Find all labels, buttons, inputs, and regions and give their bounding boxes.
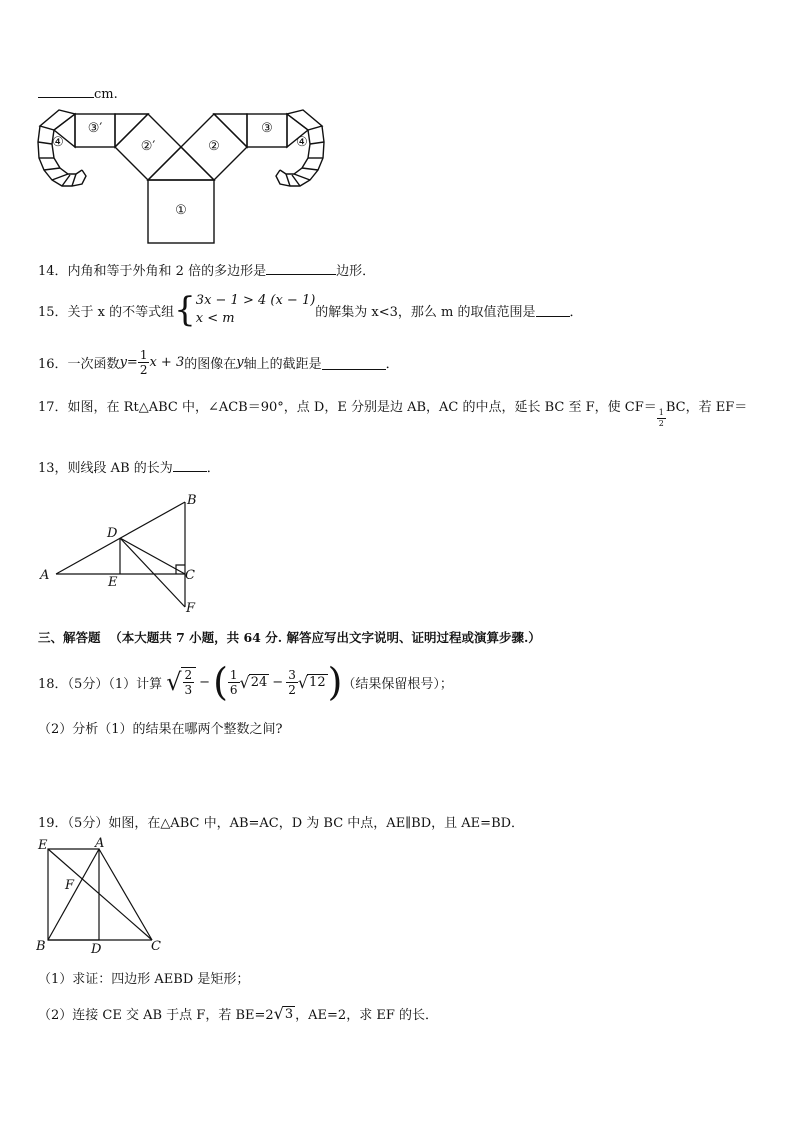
answer-blank	[38, 84, 94, 98]
q17-number: 17．	[38, 400, 68, 415]
label-D: D	[107, 526, 118, 541]
frac-den: 2	[658, 419, 664, 428]
label-E: E	[38, 838, 48, 853]
q17-text: 如图，在 Rt△ABC 中，∠ACB＝90°，点 D，E 分别是边 AB，AC 的中点，延长 BC 至 F，使 CF＝	[67, 400, 657, 415]
question-18	[38, 660, 453, 704]
rectangle-aebd-figure	[36, 836, 166, 956]
frac-3-2	[286, 668, 298, 697]
frac-den: 2	[288, 682, 296, 697]
q15-text: 关于 x 的不等式组	[67, 304, 175, 320]
minus-sign: −	[272, 674, 284, 690]
sqrt-24	[240, 673, 270, 692]
brace-icon: {	[174, 290, 196, 330]
label-2prime: ②′	[140, 139, 156, 154]
q16-text-3: 轴上的截距是	[243, 357, 322, 372]
q14-number: 14．	[38, 264, 68, 279]
section-note: （本大题共 7 小题，共 64 分. 解答应写出文字说明、证明过程或演算步骤.）	[109, 630, 541, 645]
minus-sign: −	[199, 674, 211, 690]
label-4-left: ④	[52, 135, 64, 150]
label-C: C	[185, 568, 195, 583]
radicand: 24	[250, 675, 268, 690]
label-B: B	[187, 493, 197, 508]
radical-icon: √	[297, 672, 309, 692]
q17-text-2: 13，则线段 AB 的长为	[38, 461, 173, 476]
radicand: 12	[309, 675, 326, 690]
inequality-2: x < m	[195, 311, 235, 326]
frac-num: 1	[139, 348, 148, 362]
radical-icon: √	[166, 668, 182, 696]
square-4-right	[287, 110, 322, 130]
frac-den: 6	[229, 682, 238, 697]
q16-y: y	[119, 355, 127, 370]
sqrt-12	[298, 673, 328, 692]
q16-text-2: 的图像在	[184, 357, 237, 372]
question-14	[38, 260, 375, 279]
q16-eq: =	[126, 355, 138, 370]
section-3-heading	[38, 628, 541, 646]
q15-text-2: 的解集为 x<3，那么 m 的取值范围是	[315, 304, 536, 320]
q17-blank	[173, 458, 207, 472]
q16-number: 16．	[38, 357, 68, 372]
square-4-left	[40, 110, 75, 130]
label-3prime: ③′	[87, 121, 103, 136]
q17-fraction	[657, 408, 666, 429]
label-3: ③	[261, 121, 273, 136]
inequality-1: 3x − 1 > 4 (x − 1)	[195, 293, 316, 308]
inequality-system	[196, 292, 316, 328]
frac-1-6	[228, 668, 240, 697]
q14-text: 内角和等于外角和 2 倍的多边形是	[67, 264, 267, 279]
answer-line-q13	[38, 84, 118, 102]
section-title: 三、解答题	[38, 630, 101, 645]
frac-den: 2	[139, 363, 148, 377]
label-F: F	[186, 601, 196, 616]
q19-part2-text: （2）连接 CE 交 AB 于点 F，若 BE=2	[38, 1008, 274, 1023]
label-F: F	[65, 878, 75, 893]
q16-end: ．	[385, 357, 399, 372]
label-E: E	[108, 575, 118, 590]
frac-num: 1	[229, 667, 238, 682]
q18-tail: （结果保留根号）；	[342, 676, 453, 692]
left-paren: (	[213, 660, 228, 704]
q16-text: 一次函数	[67, 357, 120, 372]
frac-num: 2	[184, 668, 193, 682]
label-A: A	[40, 568, 50, 583]
q15-blank	[536, 303, 570, 317]
right-paren: )	[327, 660, 343, 704]
sqrt-2-3	[166, 667, 196, 697]
question-15	[38, 292, 583, 328]
frac-num: 3	[288, 667, 296, 682]
q15-number: 15．	[38, 304, 68, 320]
pythagoras-tree-figure	[34, 108, 334, 248]
q14-blank	[266, 261, 336, 275]
unit-text: cm.	[94, 87, 118, 102]
question-18-part2: （2）分析（1）的结果在哪两个整数之间?	[38, 722, 283, 737]
q18-number: 18．（5分）（1）计算	[38, 676, 163, 692]
q16-yaxis: y	[236, 355, 244, 370]
question-17-line2	[38, 457, 220, 476]
label-D: D	[91, 942, 102, 956]
q17-text-b: BC，若 EF＝	[665, 400, 748, 415]
q15-end: ．	[569, 304, 583, 320]
label-C: C	[151, 939, 161, 954]
radical-icon: √	[239, 672, 250, 692]
question-19-part2	[38, 1004, 438, 1023]
radical-icon: √	[273, 1004, 284, 1023]
q16-fraction	[138, 348, 150, 377]
sqrt-3	[274, 1004, 295, 1023]
q14-text-end: 边形．	[336, 264, 376, 279]
center-triangle	[148, 147, 214, 180]
triangle-abc-figure	[36, 492, 216, 617]
question-19: 19．（5分）如图，在△ABC 中，AB=AC，D 为 BC 中点，AE∥BD，且 AE=BD．	[38, 816, 525, 831]
q19-part2-text-b: ，AE=2，求 EF 的长．	[295, 1008, 438, 1023]
label-4-right: ④	[296, 135, 308, 150]
q17-end: ．	[206, 461, 220, 476]
label-2: ②	[208, 139, 220, 154]
q16-blank	[322, 356, 386, 370]
radicand: 3	[284, 1006, 294, 1022]
question-16	[38, 348, 399, 377]
label-A: A	[95, 836, 105, 851]
q16-rest: x + 3	[149, 355, 185, 370]
label-1: ①	[175, 203, 187, 218]
question-19-part1: （1）求证：四边形 AEBD 是矩形；	[38, 972, 250, 987]
question-17-line1	[38, 396, 747, 429]
frac-num: 1	[658, 408, 664, 417]
label-B: B	[36, 939, 46, 954]
frac-den: 3	[184, 683, 193, 697]
